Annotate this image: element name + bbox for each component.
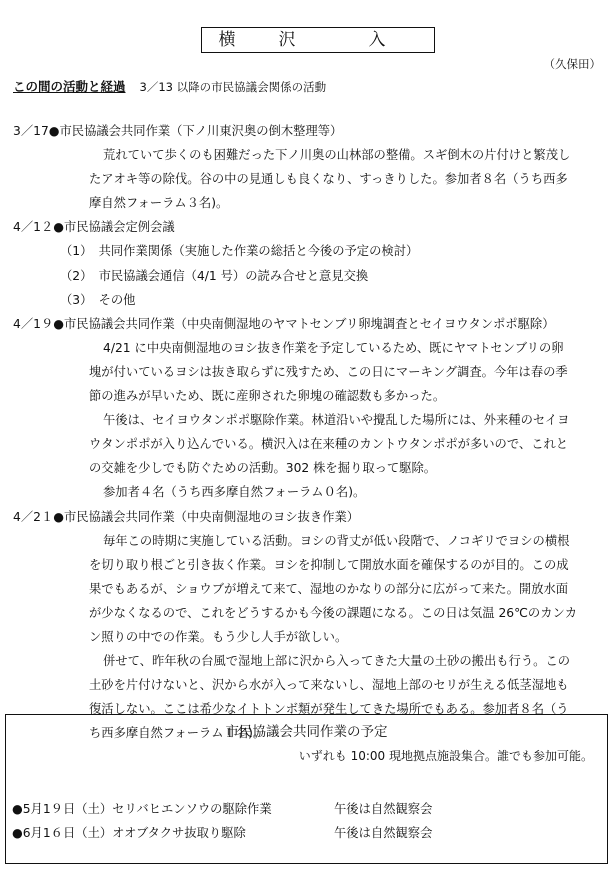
entry-line: 午後は、セイヨウタンポポ駆除作業。林道沿いや攪乱した場所には、外来種のセイヨ [103, 413, 570, 428]
schedule-title: 市民協議会共同作業の予定 [225, 724, 388, 740]
agenda-item: （1） 共同作業関係（実施した作業の総括と今後の予定の検討） [60, 244, 419, 259]
schedule-row [12, 823, 433, 841]
section-subtitle: 3／13 以降の市民協議会関係の活動 [139, 80, 327, 94]
entry-line: 毎年この時期に実施している活動。ヨシの背丈が低い段階で、ノコギリでヨシの横根 [103, 533, 570, 548]
author-name: （久保田） [543, 57, 601, 71]
entry-line: ウタンポポが入り込んでいる。横沢入は在来種のカントウタンポポが多いので、これと [89, 437, 569, 452]
title-char: 沢 [278, 30, 298, 50]
entry-line: 塊が付いているヨシは抜き取らずに残すため、この日にマーキング調査。今年は春の季 [89, 364, 568, 379]
entry-head: 4／1９●市民協議会共同作業（中央南側湿地のヤマトセンブリ卵塊調査とセイヨウタンポポ駆除） [13, 316, 555, 331]
entry-line: 復活しない。ここは希少なイトトンボ類が発生してきた場所でもある。参加者８名（う [89, 702, 569, 717]
title-char: 入 [368, 30, 388, 50]
schedule-note: いずれも 10:00 現地拠点施設集合。誰でも参加可能。 [298, 749, 593, 763]
page-title [201, 27, 435, 53]
entry-line: 4/21 に中央南側湿地のヨシ抜き作業を予定しているため、既にヤマトセンブリの卵 [103, 340, 564, 355]
section-heading: この間の活動と経過 [13, 79, 126, 94]
entry-line: 土砂を片付けないと、沢から水が入って来ないし、湿地上部のセリが生える低茎湿地も [89, 678, 569, 693]
schedule-afternoon: 午後は自然観察会 [334, 826, 433, 840]
schedule-event: ●6月1６日（土）オオブタクサ抜取り駆除 [12, 826, 246, 840]
entry-line: 参加者４名（うち西多摩自然フォーラム０名)。 [103, 485, 366, 500]
entry-line: が少なくなるので、これをどうするかも今後の課題になる。この日は気温 26℃のカンカ [89, 605, 578, 620]
entry-line: の交雑を少しでも防ぐための活動。302 株を掘り取って駆除。 [89, 461, 437, 476]
schedule-afternoon: 午後は自然観察会 [334, 802, 433, 816]
schedule-box [5, 714, 608, 864]
agenda-item: （2） 市民協議会通信（4/1 号）の読み合せと意見交換 [60, 268, 369, 283]
entry-line: 果でもあるが、ショウブが増えて来て、湿地のかなりの部分に広がって来た。開放水面 [89, 581, 569, 596]
entry-line: 摩自然フォーラム３名)。 [89, 196, 229, 211]
schedule-event: ●5月1９日（土）セリバヒエンソウの駆除作業 [12, 802, 272, 816]
activity-log [13, 119, 607, 745]
entry-line: ち西多摩自然フォーラム１名)。 [89, 726, 266, 741]
agenda-item: （3） その他 [60, 292, 136, 307]
entry-line: ン照りの中での作業。もう少し人手が欲しい。 [89, 629, 348, 644]
entry-line: を切り取り根ごと引き抜く作業。ヨシを抑制して開放水面を確保するのが目的。この成 [89, 557, 569, 572]
entry-head: 3／17●市民協議会共同作業（下ノ川東沢奥の倒木整理等） [13, 124, 343, 138]
section-header [13, 77, 326, 95]
entry-line: たアオキ等の除伐。谷の中の見通しも良くなり、すっきりした。参加者８名（うち西多 [89, 172, 568, 187]
title-char: 横 [218, 30, 238, 50]
entry-head: 4／2１●市民協議会共同作業（中央南側湿地のヨシ抜き作業） [13, 509, 360, 524]
entry-line: 荒れていて歩くのも困難だった下ノ川奥の山林部の整備。スギ倒木の片付けと繁茂し [103, 148, 571, 163]
entry-head: 4／1２●市民協議会定例会議 [13, 220, 175, 235]
entry-line: 節の進みが早いため、既に産卵された卵塊の確認数も多かった。 [89, 389, 446, 404]
schedule-row [12, 799, 433, 817]
entry-line: 併せて、昨年秋の台風で湿地上部に沢から入ってきた大量の土砂の搬出も行う。この [103, 654, 571, 669]
